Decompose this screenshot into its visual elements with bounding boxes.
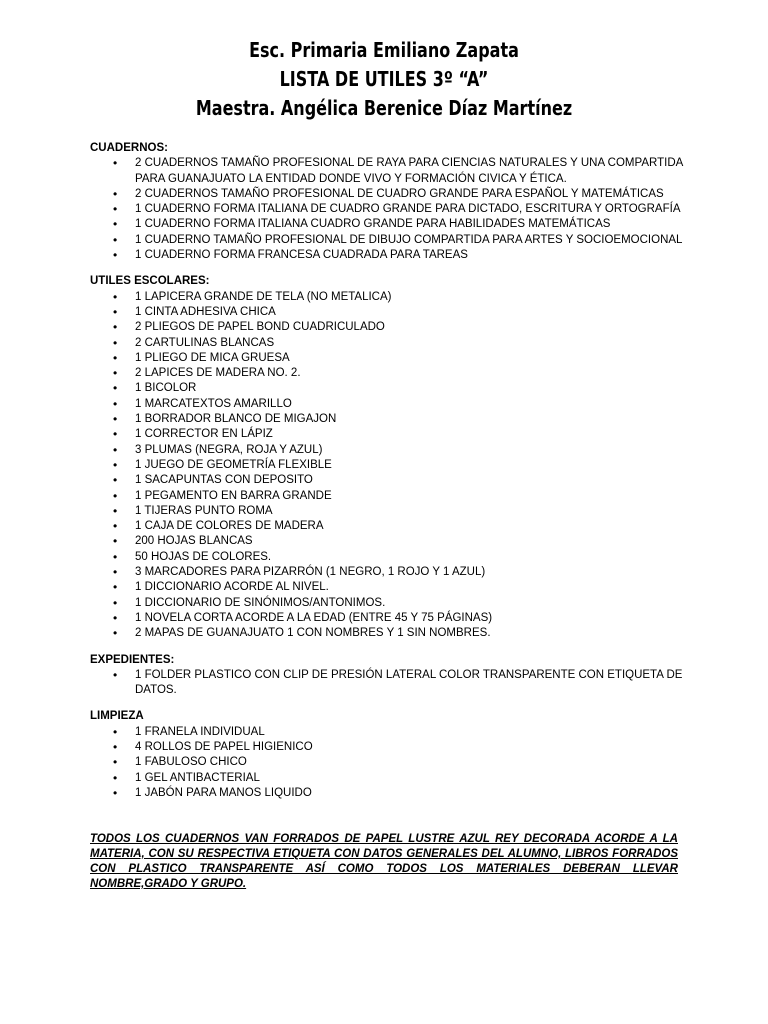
- list-item: • 1 TIJERAS PUNTO ROMA: [90, 504, 690, 519]
- item-list: [90, 290, 690, 642]
- list-item: • 1 FRANELA INDIVIDUAL: [90, 725, 690, 740]
- footer-note: TODOS LOS CUADERNOS VAN FORRADOS DE PAPEL LUSTRE AZUL REY DECORADA ACORDE A LA MATERIA, CON SU RESPECTIVA ETIQUETA CON DATOS GENERALES DEL ALUMNO, LIBROS FORRADOS CON PLASTICO TRANSPARENTE ASÍ COMO TODOS LOS MATERIALES DEBERAN LLEVAR NOMBRE,GRADO Y GRUPO.: [90, 833, 678, 890]
- section: [90, 653, 690, 699]
- list-item: • 1 MARCATEXTOS AMARILLO: [90, 397, 690, 412]
- list-item: • 2 PLIEGOS DE PAPEL BOND CUADRICULADO: [90, 320, 690, 335]
- list-item: • 1 BORRADOR BLANCO DE MIGAJON: [90, 412, 690, 427]
- list-item: • 200 HOJAS BLANCAS: [90, 534, 690, 549]
- list-item: • 1 CINTA ADHESIVA CHICA: [90, 305, 690, 320]
- list-item: • 2 MAPAS DE GUANAJUATO 1 CON NOMBRES Y 1 SIN NOMBRES.: [90, 626, 690, 641]
- list-item: • 2 CUADERNOS TAMAÑO PROFESIONAL DE CUADRO GRANDE PARA ESPAÑOL Y MATEMÁTICAS: [90, 187, 690, 202]
- list-item: • 1 BICOLOR: [90, 381, 690, 396]
- section-title: UTILES ESCOLARES:: [90, 275, 210, 288]
- list-item: • 1 GEL ANTIBACTERIAL: [90, 771, 690, 786]
- section: [90, 141, 690, 263]
- item-list: [90, 725, 690, 801]
- list-item: • 2 CARTULINAS BLANCAS: [90, 336, 690, 351]
- section: [90, 709, 690, 801]
- list-item: • 2 CUADERNOS TAMAÑO PROFESIONAL DE RAYA PARA CIENCIAS NATURALES Y UNA COMPARTIDA PARA GUANAJUATO LA ENTIDAD DONDE VIVO Y FORMACIÓN CIVICA Y ÉTICA.: [90, 156, 690, 187]
- list-item: • 1 PLIEGO DE MICA GRUESA: [90, 351, 690, 366]
- list-item: • 1 DICCIONARIO DE SINÓNIMOS/ANTONIMOS.: [90, 596, 690, 611]
- list-item: • 1 JUEGO DE GEOMETRÍA FLEXIBLE: [90, 458, 690, 473]
- list-item: • 1 PEGAMENTO EN BARRA GRANDE: [90, 489, 690, 504]
- list-item: • 1 FOLDER PLASTICO CON CLIP DE PRESIÓN LATERAL COLOR TRANSPARENTE CON ETIQUETA DE DATOS.: [90, 668, 690, 699]
- item-list: [90, 668, 690, 699]
- list-item: • 1 DICCIONARIO ACORDE AL NIVEL.: [90, 580, 690, 595]
- list-item: • 1 CAJA DE COLORES DE MADERA: [90, 519, 690, 534]
- list-item: • 1 CUADERNO FORMA ITALIANA DE CUADRO GRANDE PARA DICTADO, ESCRITURA Y ORTOGRAFÍA: [90, 202, 690, 217]
- list-item: • 1 JABÓN PARA MANOS LIQUIDO: [90, 786, 690, 801]
- teacher-name: Maestra. Angélica Berenice Díaz Martínez: [195, 96, 573, 120]
- list-item: • 1 CORRECTOR EN LÁPIZ: [90, 427, 690, 442]
- list-item: • 1 CUADERNO TAMAÑO PROFESIONAL DE DIBUJO COMPARTIDA PARA ARTES Y SOCIOEMOCIONAL: [90, 233, 690, 248]
- list-item: • 1 CUADERNO FORMA ITALIANA CUADRO GRANDE PARA HABILIDADES MATEMÁTICAS: [90, 217, 690, 232]
- item-list: [90, 156, 690, 263]
- section-title: LIMPIEZA: [90, 710, 144, 723]
- list-item: • 1 FABULOSO CHICO: [90, 755, 690, 770]
- list-item: • 1 NOVELA CORTA ACORDE A LA EDAD (ENTRE 45 Y 75 PÁGINAS): [90, 611, 690, 626]
- list-item: • 50 HOJAS DE COLORES.: [90, 550, 690, 565]
- list-title: LISTA DE UTILES 3º “A”: [279, 67, 489, 91]
- list-item: • 1 CUADERNO FORMA FRANCESA CUADRADA PARA TAREAS: [90, 248, 690, 263]
- document-header: [0, 36, 768, 123]
- section: [90, 274, 690, 641]
- supply-list: [90, 141, 690, 812]
- section-title: EXPEDIENTES:: [90, 653, 175, 666]
- list-item: • 1 LAPICERA GRANDE DE TELA (NO METALICA): [90, 290, 690, 305]
- list-item: • 3 MARCADORES PARA PIZARRÓN (1 NEGRO, 1 ROJO Y 1 AZUL): [90, 565, 690, 580]
- school-name: Esc. Primaria Emiliano Zapata: [249, 38, 519, 62]
- list-item: • 4 ROLLOS DE PAPEL HIGIENICO: [90, 740, 690, 755]
- section-title: CUADERNOS:: [90, 142, 168, 154]
- list-item: • 3 PLUMAS (NEGRA, ROJA Y AZUL): [90, 443, 690, 458]
- list-item: • 2 LAPICES DE MADERA NO. 2.: [90, 366, 690, 381]
- list-item: • 1 SACAPUNTAS CON DEPOSITO: [90, 473, 690, 488]
